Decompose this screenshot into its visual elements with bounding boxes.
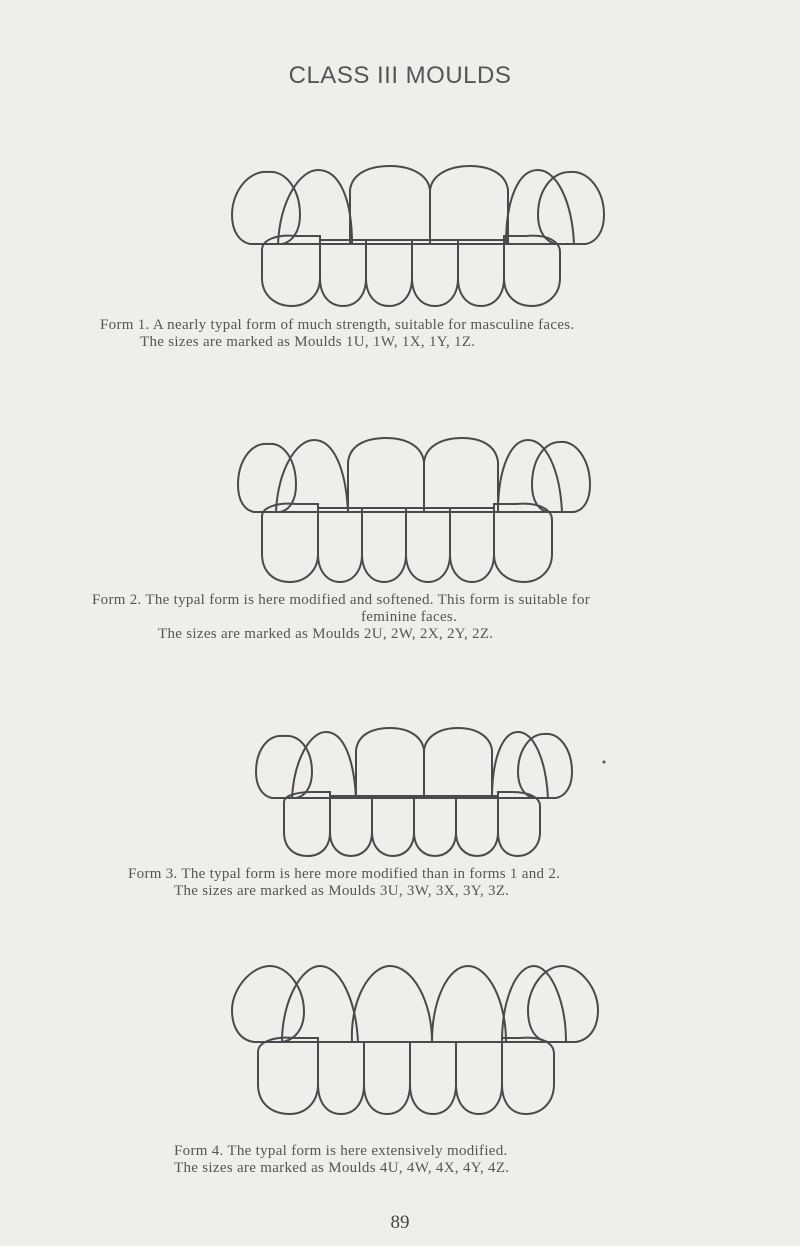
caption-line: feminine faces. (361, 609, 458, 625)
caption-line: Form 1. A nearly typal form of much strength, suitable for masculine faces. (100, 317, 575, 333)
form-3-teeth-illustration (0, 720, 800, 860)
form-4-teeth-illustration (0, 960, 800, 1120)
caption-line: Form 4. The typal form is here extensively modified. (174, 1143, 508, 1159)
form-4-caption (0, 1143, 800, 1177)
caption-line: Form 3. The typal form is here more modified than in forms 1 and 2. (128, 866, 561, 882)
caption-line: The sizes are marked as Moulds 2U, 2W, 2X, 2Y, 2Z. (158, 626, 494, 642)
caption-line: The sizes are marked as Moulds 4U, 4W, 4X, 4Y, 4Z. (174, 1160, 510, 1176)
caption-line: Form 2. The typal form is here modified and softened. This form is suitable for (92, 592, 591, 608)
form-2-teeth-illustration (0, 430, 800, 590)
form-1-teeth-illustration (0, 160, 800, 310)
caption-line: The sizes are marked as Moulds 1U, 1W, 1X, 1Y, 1Z. (140, 334, 476, 350)
page-number: 89 (390, 1212, 410, 1233)
page-title: CLASS III MOULDS (288, 62, 512, 89)
form-1-caption (0, 317, 800, 351)
form-2-caption (0, 592, 800, 643)
caption-line: The sizes are marked as Moulds 3U, 3W, 3X, 3Y, 3Z. (174, 883, 510, 899)
form-3-caption (0, 866, 800, 900)
